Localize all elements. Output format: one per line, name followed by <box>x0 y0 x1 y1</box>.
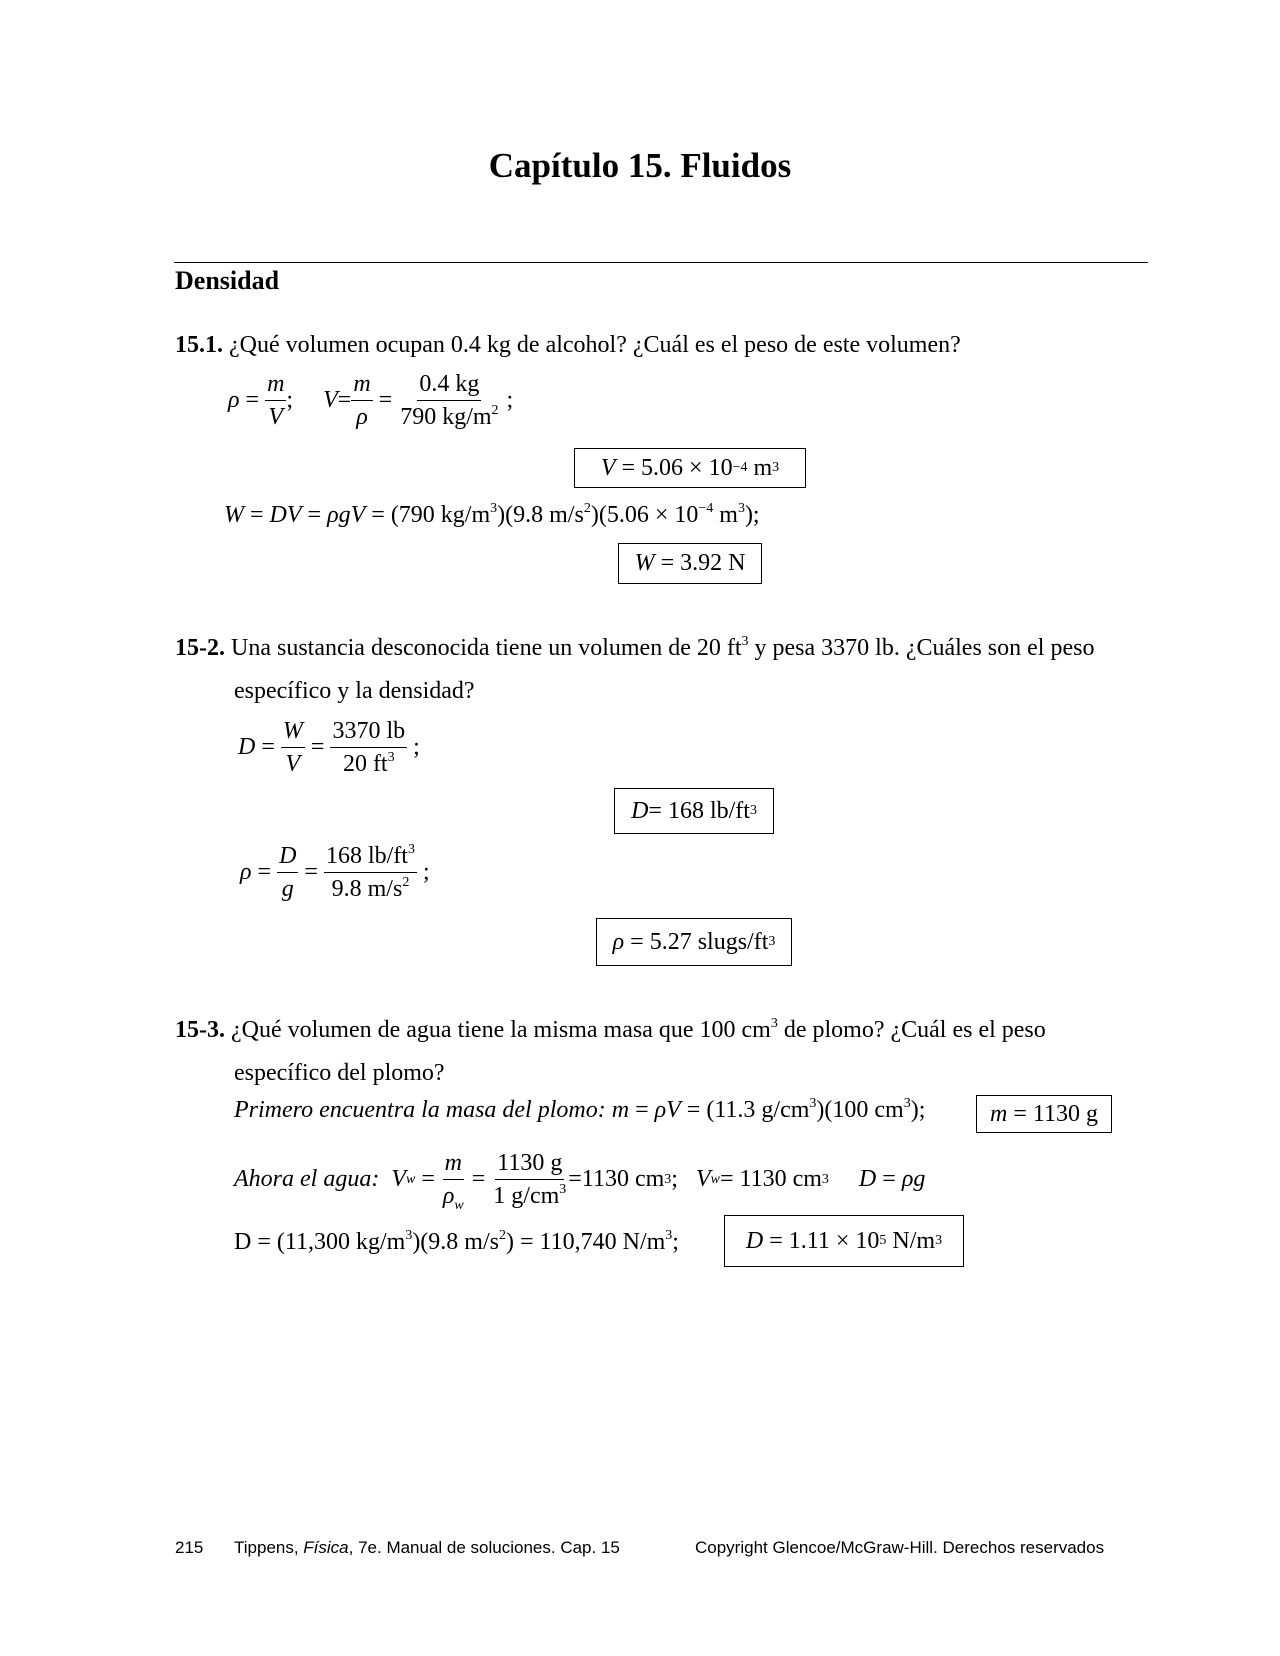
answer-box-mass: m = 1130 g <box>976 1095 1112 1133</box>
problem-15-2-question-cont: específico y la densidad? <box>234 678 475 704</box>
problem-15-3-weight-line: D = (11,300 $kg/m^3)(9.8$ $m/s^2) = 110,740$ $N/m^3$; <box>234 1228 679 1255</box>
problem-15-3-water-line: Ahora el agua: V w = $\frac{m}{\rho_w}$ = $\frac{1130 g}{1 g/cm^3}$ =1130 cm 3 ; V w = 1130 cm 3 D = ρg <box>234 1147 925 1212</box>
answer-box-specific-weight: D = 168 lb/ft 3 <box>614 788 774 834</box>
fraction-density: $\frac{168 lb/ft^3}{9.8 m/s^2}$ <box>325 842 415 902</box>
problem-15-1-weight-equation: W = DV = ρgV = (790 $kg/m^3)(9.8$ $m/s^2)(5.06 \times 10^{-4}$ $m^3$); <box>224 501 760 528</box>
footer-page-number: 215 <box>175 1538 204 1557</box>
problem-15-2-formula-rho: ρ = $\frac{D}{g}$ = $\frac{168 lb/ft^3}{9.8 m/s^2}$ ; <box>240 840 430 905</box>
problem-15-3-question: 15-3. ¿Qué volumen de agua tiene la misma masa que 100 $cm^3$ de plomo? ¿Cuál es el peso <box>175 1016 1046 1043</box>
fraction-w-over-v: $\frac{W}{V}$ <box>281 715 305 780</box>
problem-15-1-question: 15.1. ¿Qué volumen ocupan 0.4 kg de alcohol? ¿Cuál es el peso de este volumen? <box>175 332 961 358</box>
fraction-d-over-g: $\frac{D}{g}$ <box>277 840 298 905</box>
answer-box-lead-content: D = 1.11 × 10 5 N/m 3 <box>745 1227 943 1254</box>
chapter-title: Capítulo 15. Fluidos <box>488 146 792 185</box>
problem-15-2-formula-d: D = $\frac{W}{V}$ = $\frac{3370 lb}{20 ft^3}$ ; <box>238 715 420 780</box>
fraction-m-over-rho-w: $\frac{m}{\rho_w}$ <box>441 1147 466 1212</box>
problem-15-1-formula: ρ = $\frac{m}{V}$ ; V = $\frac{m}{\rho}$ = $\frac{0.4 kg}{790 kg/m^2}$ ; <box>228 368 513 433</box>
problem-15-3-mass-line: Primero encuentra la masa del plomo: m = ρV = (11.3 $g/cm^3)(100$ $cm^3$); <box>234 1096 926 1123</box>
footer-book-reference: Tippens, Física, 7e. Manual de soluciones. Cap. 15 <box>234 1538 620 1557</box>
fraction-specific-weight: $\frac{3370 lb}{20 ft^3}$ <box>330 715 407 780</box>
answer-box-volume: V = 5.06 × 10 −4 m 3 <box>574 448 806 488</box>
section-divider <box>174 262 1148 263</box>
answer-box-density: ρ = 5.27 slugs/ft 3 <box>596 918 792 966</box>
section-title: Densidad <box>175 266 280 295</box>
fraction-m-over-v: $\frac{m}{V}$ <box>265 368 286 433</box>
problem-15-2-question: 15-2. Una sustancia desconocida tiene un volumen de 20 $ft^3$ y pesa 3370 lb. ¿Cuáles son el peso <box>175 634 1095 661</box>
footer-copyright: Copyright Glencoe/McGraw-Hill. Derechos reservados <box>695 1538 1105 1557</box>
problem-15-3-question-cont: específico del plomo? <box>234 1060 445 1086</box>
fraction-volume: $\frac{0.4 kg}{790 kg/m^2}$ <box>398 368 500 433</box>
fraction-m-over-rho: $\frac{m}{\rho}$ <box>351 368 372 433</box>
answer-box-weight: W = 3.92 N <box>618 543 762 584</box>
fraction-water-volume: $\frac{1130 g}{1 g/cm^3}$ <box>491 1147 568 1212</box>
